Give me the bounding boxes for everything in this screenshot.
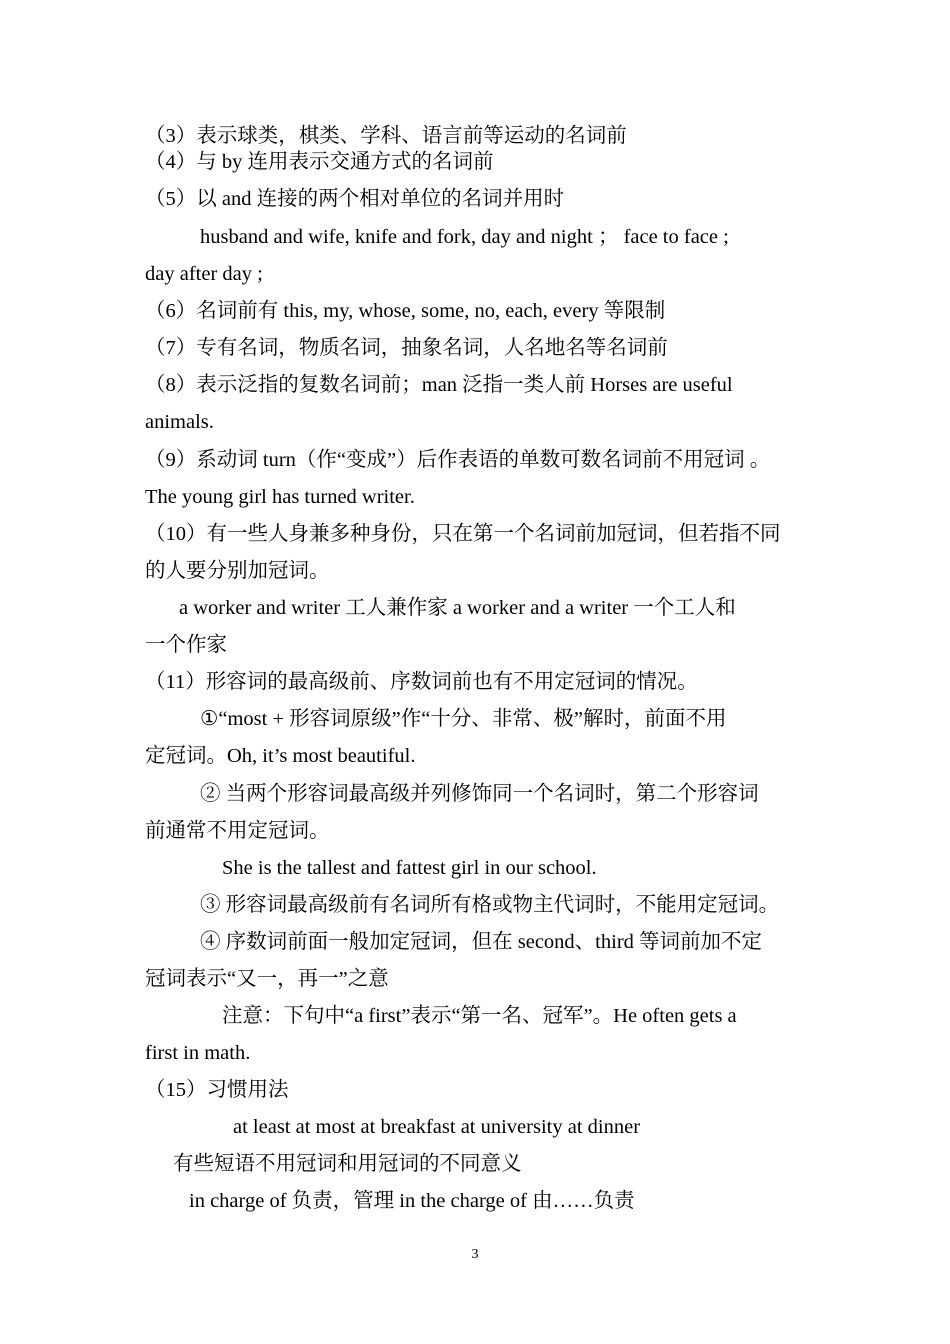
page-number: 3 bbox=[471, 1247, 479, 1262]
text-line: （15）习惯用法 bbox=[145, 1079, 289, 1101]
text-line: at least at most at breakfast at university at dinner bbox=[233, 1116, 641, 1138]
text-line: （11）形容词的最高级前、序数词前也有不用定冠词的情况。 bbox=[145, 671, 698, 693]
text-line: The young girl has turned writer. bbox=[145, 486, 415, 508]
text-line: （3）表示球类，棋类、学科、语言前等运动的名词前 bbox=[145, 125, 627, 147]
text-line: （10）有一些人身兼多种身份，只在第一个名词前加冠词，但若指不同 bbox=[145, 523, 781, 545]
text-line: （7）专有名词，物质名词，抽象名词，人名地名等名词前 bbox=[145, 337, 668, 359]
text-line: 一个作家 bbox=[145, 634, 227, 656]
text-line: ② 当两个形容词最高级并列修饰同一个名词时，第二个形容词 bbox=[200, 783, 759, 805]
text-line: first in math. bbox=[145, 1042, 251, 1064]
text-line: 定冠词。Oh, it’s most beautiful. bbox=[145, 745, 416, 767]
text-line: ①“most + 形容词原级”作“十分、非常、极”解时，前面不用 bbox=[200, 708, 727, 730]
text-line: in charge of 负责，管理 in the charge of 由……负责 bbox=[189, 1190, 635, 1212]
text-line: 有些短语不用冠词和用冠词的不同意义 bbox=[173, 1153, 522, 1175]
text-line: a worker and writer 工人兼作家 a worker and a writer 一个工人和 bbox=[179, 597, 736, 619]
text-line: （9）系动词 turn（作“变成”）后作表语的单数可数名词前不用冠词 。 bbox=[145, 449, 771, 471]
text-line: （4）与 by 连用表示交通方式的名词前 bbox=[145, 151, 494, 173]
text-line: 前通常不用定冠词。 bbox=[145, 820, 330, 842]
text-line: 注意：下句中“a first”表示“第一名、冠军”。He often gets a bbox=[222, 1005, 737, 1027]
text-line: She is the tallest and fattest girl in our school. bbox=[222, 857, 597, 879]
text-line: 冠词表示“又一，再一”之意 bbox=[145, 968, 389, 990]
text-line: husband and wife, knife and fork, day and night ； face to face ; bbox=[200, 226, 729, 248]
text-line: day after day ; bbox=[145, 263, 263, 285]
text-line: （8）表示泛指的复数名词前；man 泛指一类人前 Horses are useful bbox=[145, 374, 733, 396]
text-line: （5）以 and 连接的两个相对单位的名词并用时 bbox=[145, 188, 565, 210]
text-line: 的人要分别加冠词。 bbox=[145, 560, 330, 582]
text-line: （6）名词前有 this, my, whose, some, no, each, every 等限制 bbox=[145, 300, 666, 322]
text-line: ③ 形容词最高级前有名词所有格或物主代词时，不能用定冠词。 bbox=[200, 894, 780, 916]
text-line: animals. bbox=[145, 411, 214, 433]
text-line: ④ 序数词前面一般加定冠词，但在 second、third 等词前加不定 bbox=[200, 931, 763, 953]
